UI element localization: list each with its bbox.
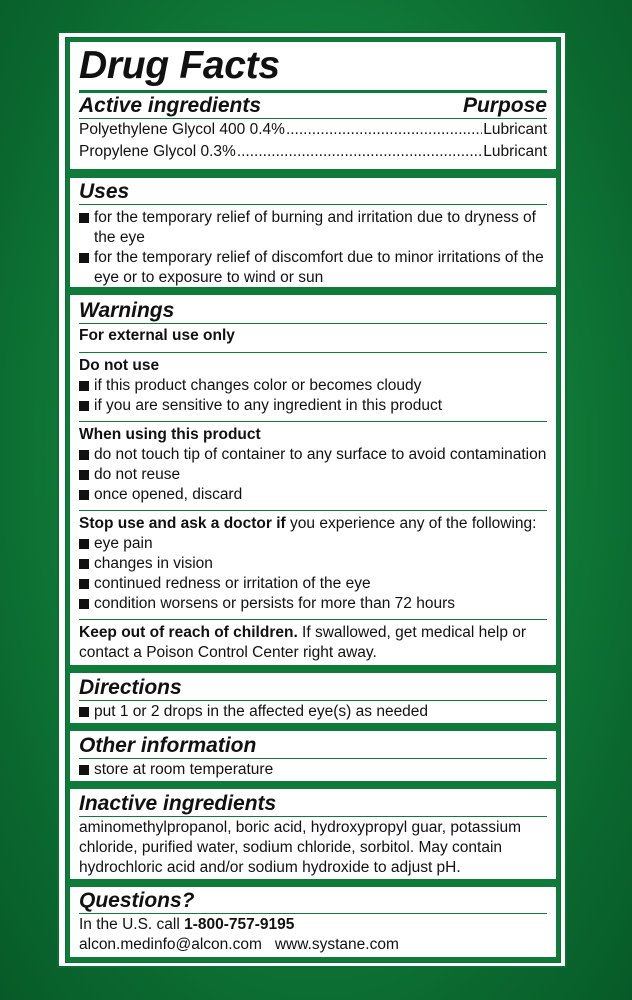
ingredient-row: Propylene Glycol 0.3% ..... Lubricant: [79, 141, 547, 163]
other-information-panel: [70, 731, 556, 781]
list-item: continued redness or irritation of the eye: [79, 574, 547, 594]
contact-line: [79, 935, 547, 955]
inactive-ingredients-panel: [70, 789, 556, 879]
external-use-note: For external use only: [79, 327, 235, 344]
uses-panel: [70, 178, 556, 287]
purpose-heading: Purpose: [462, 94, 547, 117]
page-title: Drug Facts: [79, 44, 280, 87]
warnings-panel: [70, 295, 556, 665]
keep-out-of-reach-note: Keep out of reach of children. If swallowed, get medical help or contact a Poison Control Center right away.: [79, 624, 527, 661]
directions-heading: Directions: [79, 676, 182, 699]
list-item: do not reuse: [79, 465, 547, 485]
list-item: put 1 or 2 drops in the affected eye(s) as needed: [79, 702, 547, 722]
inactive-ingredients-text: aminomethylpropanol, boric acid, hydroxypropyl guar, potassium chloride, purified water, sodium chloride, sorbitol. May contain hydrochloric acid and/or sodium hydroxide to adjust pH.: [79, 819, 521, 876]
do-not-use-heading: Do not use: [79, 357, 160, 374]
list-item: changes in vision: [79, 554, 547, 574]
when-using-heading: When using this product: [79, 426, 261, 443]
list-item: do not touch tip of container to any surface to avoid contamination: [79, 445, 547, 465]
ingredient-row: Polyethylene Glycol 400 0.4% ..... Lubricant: [79, 119, 547, 141]
website-link: www.systane.com: [274, 936, 399, 953]
uses-heading: Uses: [79, 180, 130, 203]
inactive-ingredients-heading: Inactive ingredients: [79, 792, 277, 815]
email-link: alcon.medinfo@alcon.com: [79, 936, 262, 953]
stop-use-line: Stop use and ask a doctor if you experience any of the following:: [79, 515, 537, 532]
list-item: store at room temperature: [79, 760, 547, 780]
list-item: if this product changes color or becomes cloudy: [79, 376, 547, 396]
warnings-heading: Warnings: [79, 299, 175, 322]
questions-heading: Questions?: [79, 889, 195, 912]
directions-panel: [70, 673, 556, 723]
list-item: eye pain: [79, 534, 547, 554]
list-item: for the temporary relief of burning and irritation due to dryness of the eye: [79, 208, 547, 248]
list-item: once opened, discard: [79, 485, 547, 505]
list-item: if you are sensitive to any ingredient in this product: [79, 396, 547, 416]
list-item: condition worsens or persists for more than 72 hours: [79, 594, 547, 614]
phone-number: 1-800-757-9195: [184, 916, 295, 933]
list-item: for the temporary relief of discomfort due to minor irritations of the eye or to exposure to wind or sun: [79, 248, 547, 288]
active-ingredients-heading: Active ingredients: [79, 94, 262, 117]
questions-panel: [70, 887, 556, 957]
other-information-heading: Other information: [79, 734, 257, 757]
active-ingredients-panel: [70, 42, 556, 169]
phone-line: In the U.S. call 1-800-757-9195: [79, 916, 295, 933]
